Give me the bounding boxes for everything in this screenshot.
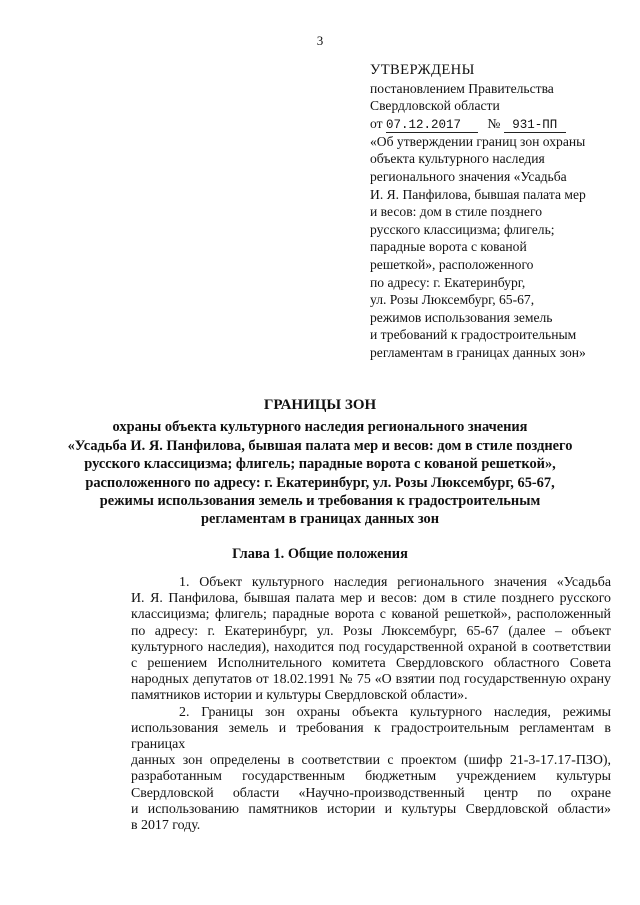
paragraph-line: народных депутатов от 18.02.1991 № 75 «О взятии под государственную охрану	[131, 672, 611, 688]
page-number: 3	[316, 33, 324, 48]
approval-line: Свердловской области	[370, 98, 500, 114]
approval-date: 07.12.2017	[386, 119, 478, 133]
resolution-title-line: русского классицизма; флигель;	[370, 221, 555, 237]
resolution-title-line: парадные ворота с кованой	[370, 239, 527, 255]
title-line: «Усадьба И. Я. Панфилова, бывшая палата мер и весов: дом в стиле позднего	[67, 437, 573, 454]
body-text	[131, 575, 611, 834]
paragraph-line: 2. Границы зон охраны объекта культурного наследия, режимы	[179, 704, 611, 720]
paragraph-line: И. Я. Панфилова, бывшая палата мер и весов: дом в стиле позднего русского	[131, 591, 611, 607]
resolution-title-line: И. Я. Панфилова, бывшая палата мер	[370, 186, 586, 202]
paragraph-line: памятников истории и культуры Свердловской области».	[131, 688, 468, 704]
approval-date-line	[370, 115, 620, 133]
paragraph-line: Свердловской области «Научно-производственный центр по охране	[131, 785, 611, 801]
paragraph-line: использования земель и требования к градостроительным регламентам в границах	[131, 720, 611, 753]
paragraph-line: разработанным государственным бюджетным учреждением культуры	[131, 769, 611, 785]
approval-line: постановлением Правительства	[370, 80, 554, 96]
paragraph-line: 1. Объект культурного наследия регионального значения «Усадьба	[179, 575, 611, 590]
resolution-title-line: режимов использования земель	[370, 309, 553, 325]
paragraph-line: данных зон определены в соответствии с проектом (шифр 21-3-17.17-ПЗО),	[131, 753, 611, 769]
resolution-title-line: регламентам в границах данных зон»	[370, 344, 586, 360]
approval-heading: УТВЕРЖДЕНЫ	[370, 62, 475, 78]
resolution-title-line: и весов: дом в стиле позднего	[370, 204, 542, 220]
date-prefix: от	[370, 115, 383, 131]
resolution-title-line: по адресу: г. Екатеринбург,	[370, 274, 526, 290]
title-line: русского классицизма; флигель; парадные ворота с кованой решеткой»,	[84, 456, 556, 473]
paragraph-line: по адресу: г. Екатеринбург, ул. Розы Люксембург, 65-67 (далее – объект	[131, 623, 611, 639]
resolution-title-line: решеткой», расположенного	[370, 256, 534, 272]
resolution-title-line: «Об утверждении границ зон охраны	[370, 133, 586, 149]
approval-block	[370, 62, 620, 362]
title-line: режимы использования земель и требования к градостроительным	[99, 493, 541, 510]
title-main: ГРАНИЦЫ ЗОН	[263, 397, 377, 413]
paragraph-line: культурного наследия), находится под государственной охраной в соответствии	[131, 639, 611, 655]
paragraph-line: и использованию памятников истории и культуры Свердловской области»	[131, 801, 611, 817]
resolution-title-line: ул. Розы Люксембург, 65-67,	[370, 292, 535, 308]
resolution-title-line: и требований к градостроительным	[370, 327, 577, 343]
paragraph-line: в 2017 году.	[131, 818, 201, 834]
chapter-heading: Глава 1. Общие положения	[232, 546, 408, 562]
paragraph-line: с решением Исполнительного комитета Свердловского областного Совета	[131, 656, 611, 672]
document-title	[0, 396, 640, 529]
number-sign: №	[487, 115, 501, 131]
title-line: охраны объекта культурного наследия регионального значения	[112, 419, 528, 436]
approval-number: 931-ПП	[504, 119, 566, 133]
resolution-title-line: регионального значения «Усадьба	[370, 168, 567, 184]
title-line: расположенного по адресу: г. Екатеринбург, ул. Розы Люксембург, 65-67,	[85, 474, 555, 491]
paragraph-line: классицизма; флигель; парадные ворота с кованой решеткой», расположенный	[131, 607, 611, 623]
title-line: регламентам в границах данных зон	[200, 511, 440, 528]
resolution-title-line: объекта культурного наследия	[370, 151, 545, 167]
